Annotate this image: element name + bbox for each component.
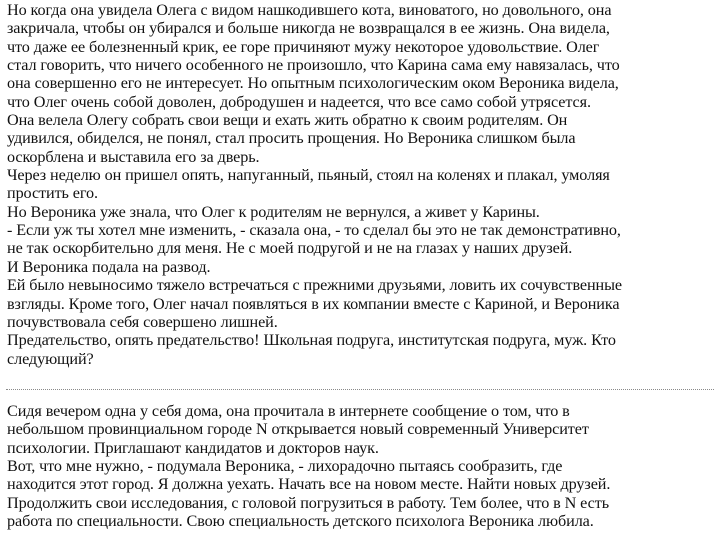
text-line: И Вероника подала на развод. <box>7 257 211 276</box>
text-line: Ей было невыносимо тяжело встречаться с прежними друзьями, ловить их сочувственные <box>7 276 622 295</box>
text-line: психологии. Приглашают кандидатов и докторов наук. <box>7 438 379 457</box>
text-line: Но когда она увидела Олега с видом нашкодившего кота, виноватого, но довольного, она <box>7 1 612 19</box>
text-section-2 <box>7 402 715 530</box>
text-line: Через неделю он пришел опять, напуганный, пьяный, стоял на коленях и плакал, умоляя <box>7 166 610 185</box>
text-line: следующий? <box>7 349 94 368</box>
text-section-1 <box>7 1 715 368</box>
text-line: Она велела Олегу собрать свои вещи и ехать жить обратно к своим родителям. Он <box>7 111 568 130</box>
text-line: что Олег очень собой доволен, добродушен и надеется, что все само собой утрясется. <box>7 92 591 111</box>
text-line: взгляды. Кроме того, Олег начал появляться в их компании вместе с Кариной, и Вероника <box>7 294 620 313</box>
text-line: удивился, обиделся, не понял, стал просить прощения. Но Вероника слишком была <box>7 129 576 148</box>
text-line: небольшом провинциальном городе N открывается новый современный Университет <box>7 420 589 439</box>
text-line: не так оскорбительно для меня. Не с моей подругой и не на глазах у наших друзей. <box>7 239 573 258</box>
section-divider <box>6 389 714 390</box>
text-line: Вот, что мне нужно, - подумала Вероника, - лихорадочно пытаясь сообразить, где <box>7 457 563 476</box>
text-line: находится этот город. Я должна уехать. Начать все на новом месте. Найти новых друзей. <box>7 475 611 494</box>
text-line: она совершенно его не интересует. Но опытным психологическим оком Вероника видела, <box>7 74 619 93</box>
text-line: закричала, чтобы он убирался и больше никогда не возвращался в ее жизнь. Она видела, <box>7 19 610 38</box>
text-line: Продолжить свои исследования, с головой погрузиться в работу. Тем более, что в N есть <box>7 493 609 512</box>
text-line: оскорблена и выставила его за дверь. <box>7 147 260 166</box>
text-line: Сидя вечером одна у себя дома, она прочитала в интернете сообщение о том, что в <box>7 402 570 420</box>
text-line: что даже ее болезненный крик, ее горе причиняют мужу некоторое удовольствие. Олег <box>7 37 600 56</box>
text-line: почувствовала себя совершено лишней. <box>7 312 278 331</box>
text-line: простить его. <box>7 184 98 203</box>
text-line: Предательство, опять предательство! Школьная подруга, институтская подруга, муж. Кто <box>7 331 616 350</box>
text-line: стал говорить, что ничего особенного не произошло, что Карина сама ему навязалась, что <box>7 56 620 75</box>
text-line: Но Вероника уже знала, что Олег к родителям не вернулся, а живет у Карины. <box>7 202 540 221</box>
text-line: работа по специальности. Свою специальность детского психолога Вероника любила. <box>7 512 594 531</box>
text-line: - Если уж ты хотел мне изменить, - сказала она, - то сделал бы это не так демонстративно, <box>7 221 621 240</box>
